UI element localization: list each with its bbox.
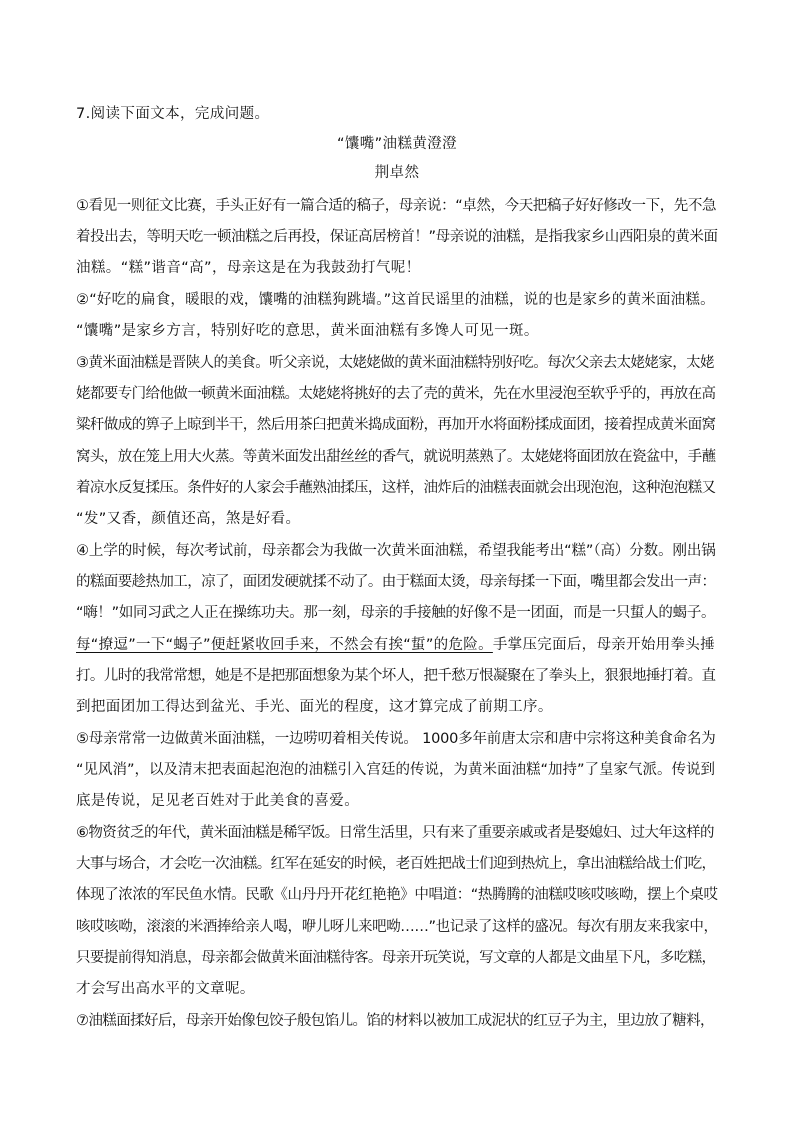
- underlined-sentence: 每“撩逗”一下“蝎子”便赶紧收回手来，不然会有挨“蜇”的危险。: [76, 637, 493, 653]
- line-continuation: 手掌压完面后，母亲开始用拳头捶: [492, 637, 715, 653]
- text-line-underlined: [76, 635, 715, 655]
- text-line: “嗨！”如同习武之人正在操练功夫。那一刻，母亲的手接触的好像不是一团面，而是一只蜇人的蝎子。: [76, 605, 716, 621]
- text-line: 大事与场合，才会吃一次油糕。红军在延安的时候，老百姓把战士们迎到热炕上，拿出油糕给战士们吃，: [76, 856, 716, 872]
- text-line: 的糕面要趁热加工，凉了，面团发硬就揉不动了。由于糕面太烫，母亲每揉一下面，嘴里都会发出一声：: [76, 574, 716, 590]
- text-line: 着凉水反复揉压。条件好的人家会手蘸熟油揉压，这样，油炸后的油糕表面就会出现泡泡，这种泡泡糕又: [76, 480, 716, 496]
- text-line: 只要提前得知消息，母亲都会做黄米面油糕待客。母亲开玩笑说，写文章的人都是文曲星下凡，多吃糕，: [76, 950, 716, 966]
- text-line: 到把面团加工得达到盆光、手光、面光的程度，这才算完成了前期工序。: [76, 699, 553, 715]
- text-line: 着投出去，等明天吃一顿油糕之后再投，保证高居榜首！”母亲说的油糕，是指我家乡山西阳泉的黄米面: [76, 229, 718, 245]
- text-line: “见风消”，以及清末把表面起泡泡的油糕引入宫廷的传说，为黄米面油糕“加持”了皇家气派。传说到: [76, 762, 716, 778]
- text-line: ④上学的时候，每次考试前，母亲都会为我做一次黄米面油糕，希望我能考出“糕”（高）分数。刚出锅: [76, 543, 716, 559]
- text-line: ①看见一则征文比赛，手头正好有一篇合适的稿子，母亲说：“卓然，今天把稿子好好修改一下，先不急: [76, 198, 717, 214]
- article-title: “馕嘴”油糕黄澄澄: [336, 136, 458, 152]
- text-line: ⑦油糕面揉好后，母亲开始像包饺子般包馅儿。馅的材料以被加工成泥状的红豆子为主，里边放了糖料，: [76, 1013, 714, 1029]
- text-line: 打。儿时的我常常想，她是不是把那面想象为某个坏人，把千愁万恨凝聚在了拳头上，狠狠地捶打着。直: [76, 668, 716, 684]
- text-line: 底是传说，足见老百姓对于此美食的喜爱。: [76, 793, 360, 809]
- text-line: ⑤母亲常常一边做黄米面油糕，一边唠叨着相关传说。 1000多年前唐太宗和唐中宗将这种美食命名为: [76, 731, 716, 747]
- question-heading: 7.阅读下面文本，完成问题。: [76, 106, 270, 122]
- text-line: “馕嘴”是家乡方言，特别好吃的意思，黄米面油糕有多馋人可见一斑。: [76, 323, 539, 339]
- text-line: 粱秆做成的箅子上晾到半干，然后用茶臼把黄米捣成面粉，再加开水将面粉揉成面团，接着捏成黄米面窝: [76, 417, 716, 433]
- text-line: 窝头，放在笼上用大火蒸。等黄米面发出甜丝丝的香气，就说明蒸熟了。太姥姥将面团放在瓷盆中，手蘸: [76, 449, 716, 465]
- text-line: 才会写出高水平的文章呢。: [76, 981, 255, 997]
- text-line: ⑥物资贫乏的年代，黄米面油糕是稀罕饭。日常生活里，只有来了重要亲戚或者是娶媳妇、过大年这样的: [76, 825, 714, 841]
- text-line: ②“好吃的扁食，暖眼的戏，馕嘴的油糕狗跳墙。”这首民谣里的油糕，说的也是家乡的黄米面油糕。: [76, 292, 715, 308]
- text-line: “发”又香，颜值还高，煞是好看。: [76, 511, 301, 527]
- article-author: 荆卓然: [374, 165, 420, 181]
- text-line: 油糕。“糕”谐音“高”，母亲这是在为我鼓劲打气呢！: [76, 260, 421, 276]
- text-line: ③黄米面油糕是晋陕人的美食。听父亲说，太姥姥做的黄米面油糕特别好吃。每次父亲去太姥姥家，太姥: [76, 355, 714, 371]
- text-line: 姥都要专门给他做一顿黄米面油糕。太姥姥将挑好的去了壳的黄米，先在水里浸泡至软乎乎的，再放在高: [76, 386, 716, 402]
- text-line: 体现了浓浓的军民鱼水情。民歌《山丹丹开花红艳艳》中唱道：“热腾腾的油糕哎咳哎咳呦，摆上个桌哎: [76, 887, 718, 903]
- text-line: 咳哎咳呦，滚滚的米酒捧给亲人喝，咿儿呀儿来吧呦……”也记录了这样的盛况。每次有朋友来我家中，: [76, 919, 718, 935]
